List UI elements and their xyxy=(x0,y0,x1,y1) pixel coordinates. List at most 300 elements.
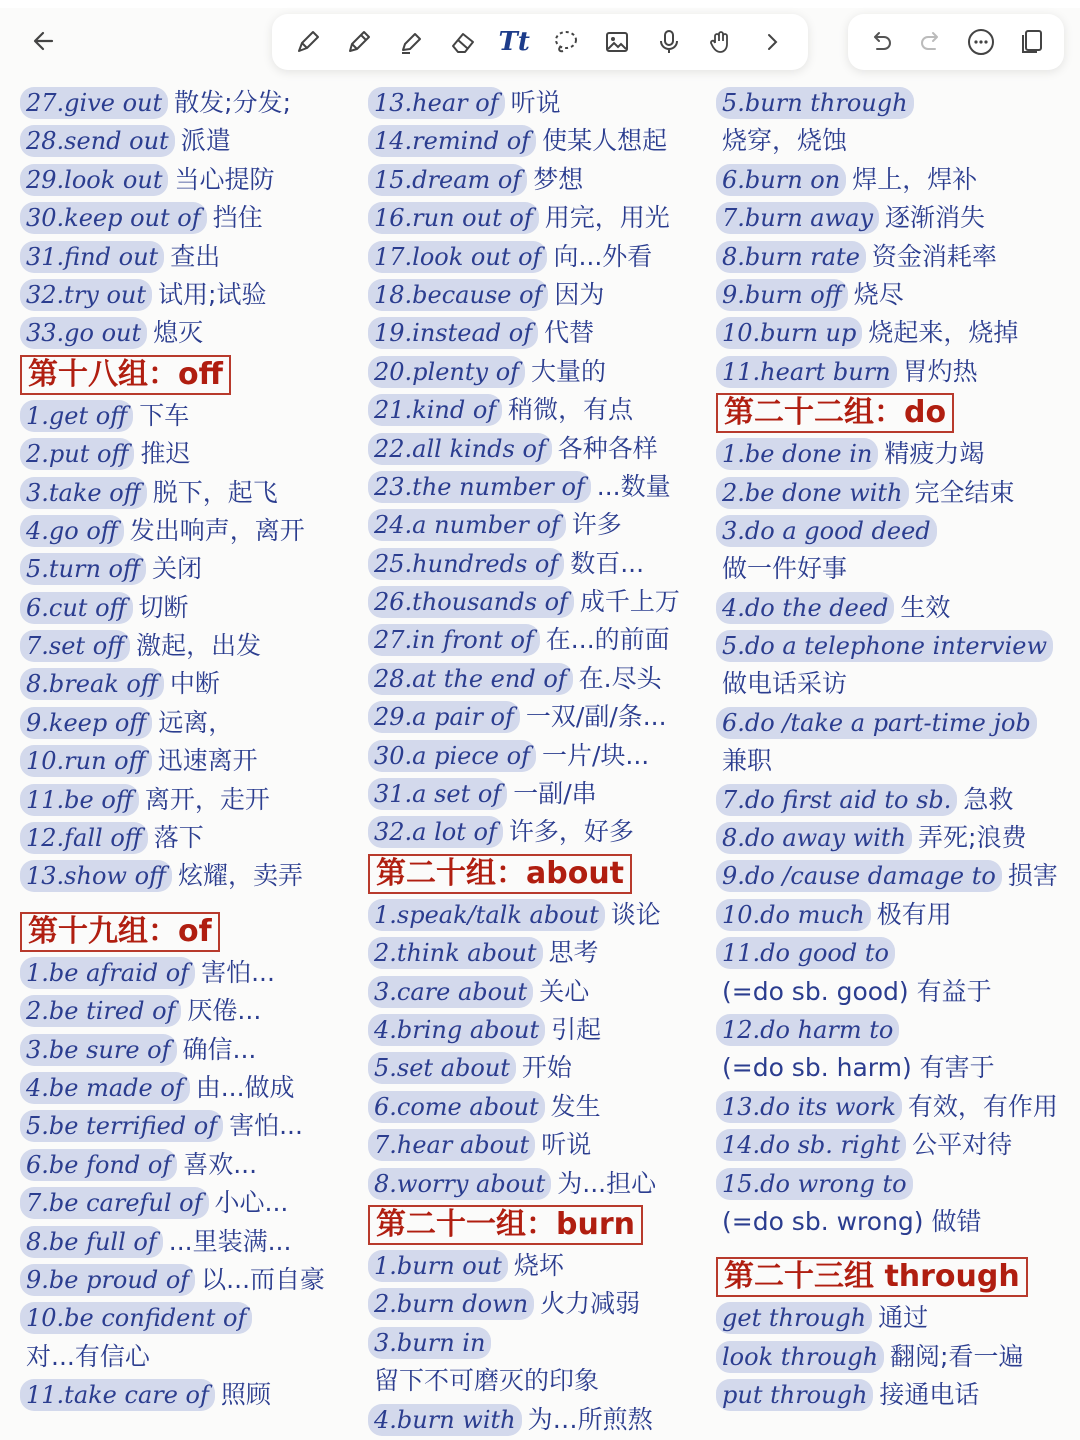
phrase-row xyxy=(368,545,718,583)
phrase-row xyxy=(716,589,1080,627)
phrase-chinese: 各种各样 xyxy=(557,433,658,463)
phrase-row xyxy=(20,1261,365,1299)
phrase-row xyxy=(20,435,365,473)
phrase-english: 31.a set of xyxy=(368,778,507,810)
phrase-chinese: 代替 xyxy=(544,318,595,348)
phrase-chinese: 火力减弱 xyxy=(540,1289,641,1319)
phrase-english: 30.a piece of xyxy=(368,740,536,772)
phrase-row xyxy=(368,1324,718,1362)
continuation-text: 留下不可磨灭的印象 xyxy=(374,1366,600,1396)
phrase-english: 26.thousands of xyxy=(368,586,574,618)
phrase-chinese: 完全结束 xyxy=(914,477,1015,507)
eraser-icon[interactable] xyxy=(445,24,481,60)
phrase-english: 1.speak/talk about xyxy=(368,899,605,931)
phrase-row xyxy=(368,199,718,237)
phrase-english: 6.cut off xyxy=(20,592,133,624)
phrase-row xyxy=(716,1165,1080,1203)
phrase-english: 5.do a telephone interview xyxy=(716,630,1053,662)
phrase-english: 7.do first aid to sb. xyxy=(716,784,957,816)
pages-icon[interactable] xyxy=(1013,24,1049,60)
phrase-row xyxy=(20,954,365,992)
phrase-row xyxy=(368,430,718,468)
phrase-row xyxy=(368,813,718,851)
section-header: 第十九组：of xyxy=(20,912,220,952)
phrase-row xyxy=(368,1247,718,1285)
continuation-text: 兼职 xyxy=(722,746,773,776)
phrase-row xyxy=(716,276,1080,314)
phrase-chinese: 用完，用光 xyxy=(544,203,670,233)
phrase-row xyxy=(20,781,365,819)
phrase-row xyxy=(716,238,1080,276)
highlighter-icon[interactable] xyxy=(393,24,429,60)
phrase-english: 25.hundreds of xyxy=(368,548,564,580)
notes-column-3 xyxy=(716,84,1080,1415)
phrase-chinese: 成千上万 xyxy=(579,587,680,617)
section-header: 第二十二组：do xyxy=(716,393,954,433)
phrase-row xyxy=(20,512,365,550)
text-icon[interactable]: Tt xyxy=(498,27,530,57)
phrase-english: 7.be careful of xyxy=(20,1187,209,1219)
phrase-row xyxy=(368,1126,718,1164)
phrase-english: 3.take off xyxy=(20,477,147,509)
phrase-row xyxy=(716,742,1080,780)
phrase-row xyxy=(716,1049,1080,1087)
phrase-english: 1.be done in xyxy=(716,438,878,470)
phrase-chinese: 一双/副/条... xyxy=(525,702,667,732)
phrase-row xyxy=(716,704,1080,742)
phrase-chinese: 喜欢... xyxy=(183,1149,258,1179)
phrase-english: 9.do /cause damage to xyxy=(716,860,1002,892)
phrase-row xyxy=(20,314,365,352)
phrase-row xyxy=(20,1338,365,1376)
phrase-chinese: 向...外看 xyxy=(553,241,653,271)
lasso-icon[interactable] xyxy=(548,24,584,60)
phrase-row xyxy=(716,1203,1080,1241)
phrase-english: 6.do /take a part-time job xyxy=(716,707,1037,739)
phrase-row xyxy=(716,512,1080,550)
phrase-row xyxy=(716,819,1080,857)
drawing-toolbar xyxy=(272,14,808,70)
back-arrow-icon xyxy=(30,27,58,59)
phrase-english: 28.at the end of xyxy=(368,663,573,695)
phrase-row xyxy=(368,583,718,621)
section-header: 第二十三组 through xyxy=(716,1257,1028,1297)
phrase-english: 2.be done with xyxy=(716,477,909,509)
phrase-row xyxy=(20,474,365,512)
phrase-english: 9.keep off xyxy=(20,707,152,739)
phrase-english: 13.hear of xyxy=(368,87,505,119)
section-header-row xyxy=(368,852,718,896)
phrase-row xyxy=(716,665,1080,703)
phrase-english: 4.be made of xyxy=(20,1072,190,1104)
phrase-english: 23.the number of xyxy=(368,471,591,503)
phrase-chinese: 焊上，焊补 xyxy=(852,164,978,194)
phrase-english: 27.give out xyxy=(20,87,168,119)
phrase-english: put through xyxy=(716,1379,873,1411)
phrase-row xyxy=(716,161,1080,199)
phrase-english: 5.turn off xyxy=(20,553,146,585)
phrase-english: 12.do harm to xyxy=(716,1014,899,1046)
phrase-chinese: 开始 xyxy=(521,1053,572,1083)
phrase-row xyxy=(716,1126,1080,1164)
phrase-english: 12.fall off xyxy=(20,822,148,854)
pencil-icon[interactable] xyxy=(341,24,377,60)
phrase-row xyxy=(368,1401,718,1439)
top-status-strip xyxy=(0,0,1080,8)
phrase-english: 1.be afraid of xyxy=(20,957,195,989)
phrase-english: look through xyxy=(716,1341,884,1373)
phrase-english: 18.because of xyxy=(368,279,548,311)
phrase-row xyxy=(368,1285,718,1323)
continuation-text: (=do sb. good) 有益于 xyxy=(722,976,992,1006)
phrase-chinese: 中断 xyxy=(169,669,220,699)
phrase-row xyxy=(368,391,718,429)
phrase-chinese: 在.尽头 xyxy=(578,663,662,693)
phrase-english: 11.heart burn xyxy=(716,356,897,388)
phrase-row xyxy=(368,353,718,391)
phrase-chinese: 通过 xyxy=(878,1303,929,1333)
phrase-chinese: 为...担心 xyxy=(557,1168,657,1198)
phrase-row xyxy=(368,973,718,1011)
phrase-chinese: 脱下，起飞 xyxy=(152,477,278,507)
phrase-english: 7.set off xyxy=(20,630,130,662)
phrase-english: 15.do wrong to xyxy=(716,1168,913,1200)
phrase-chinese: 引起 xyxy=(551,1014,602,1044)
phrase-english: 9.burn off xyxy=(716,279,848,311)
phrase-row xyxy=(368,1049,718,1087)
continuation-text: 做电话采访 xyxy=(722,669,848,699)
phrase-english: 10.do much xyxy=(716,899,871,931)
redo-icon[interactable] xyxy=(913,24,949,60)
phrase-chinese: 远离， xyxy=(158,707,234,737)
phrase-english: 16.run out of xyxy=(368,202,539,234)
phrase-english: 19.instead of xyxy=(368,317,538,349)
phrase-english: 8.break off xyxy=(20,668,164,700)
phrase-english: 2.think about xyxy=(368,937,543,969)
phrase-chinese: 试用;试验 xyxy=(158,279,267,309)
phrase-chinese: 一副/串 xyxy=(513,779,597,809)
phrase-english: 3.care about xyxy=(368,976,533,1008)
phrase-english: 9.be proud of xyxy=(20,1264,195,1296)
phrase-row xyxy=(716,857,1080,895)
phrase-chinese: 迅速离开 xyxy=(157,746,258,776)
phrase-english: 32.a lot of xyxy=(368,816,503,848)
phrase-english: get through xyxy=(716,1302,872,1334)
phrase-chinese: 落下 xyxy=(153,823,204,853)
phrase-chinese: 炫耀，卖弄 xyxy=(178,861,304,891)
phrase-row xyxy=(716,1299,1080,1337)
phrase-chinese: 数百... xyxy=(570,548,645,578)
section-header-row xyxy=(716,1255,1080,1299)
phrase-chinese: 熄灭 xyxy=(153,318,204,348)
phrase-chinese: 逐渐消失 xyxy=(885,203,986,233)
phrase-chinese: 下车 xyxy=(139,400,190,430)
phrase-row xyxy=(368,934,718,972)
phrase-chinese: 以...而自豪 xyxy=(201,1264,326,1294)
phrase-row xyxy=(716,627,1080,665)
section-header-row xyxy=(20,910,365,954)
phrase-english: 15.dream of xyxy=(368,164,527,196)
phrase-row xyxy=(20,1146,365,1184)
phrase-chinese: ...数量 xyxy=(596,471,671,501)
phrase-english: 4.do the deed xyxy=(716,592,894,624)
phrase-english: 7.burn away xyxy=(716,202,879,234)
phrase-english: 6.burn on xyxy=(716,164,846,196)
hand-icon[interactable] xyxy=(703,24,739,60)
phrase-english: 8.be full of xyxy=(20,1226,163,1258)
phrase-row xyxy=(20,704,365,742)
phrase-row xyxy=(20,550,365,588)
phrase-row xyxy=(716,1088,1080,1126)
phrase-row xyxy=(716,199,1080,237)
phrase-chinese: 小心... xyxy=(214,1188,289,1218)
phrase-english: 11.take care of xyxy=(20,1379,215,1411)
phrase-row xyxy=(716,1011,1080,1049)
phrase-row xyxy=(368,896,718,934)
phrase-english: 11.be off xyxy=(20,784,139,816)
phrase-chinese: 大量的 xyxy=(531,356,607,386)
phrase-row xyxy=(20,1223,365,1261)
phrase-chinese: 确信... xyxy=(182,1034,257,1064)
phrase-row xyxy=(20,84,365,122)
phrase-row xyxy=(20,397,365,435)
phrase-chinese: 推迟 xyxy=(140,439,191,469)
image-icon[interactable] xyxy=(599,24,635,60)
phrase-row xyxy=(716,973,1080,1011)
notes-column-2 xyxy=(368,84,718,1439)
phrase-english: 13.do its work xyxy=(716,1091,902,1123)
phrase-chinese: 派遣 xyxy=(180,126,231,156)
phrase-english: 14.remind of xyxy=(368,125,536,157)
phrase-row xyxy=(368,698,718,736)
phrase-chinese: 弄死;浪费 xyxy=(918,823,1027,853)
phrase-english: 2.be tired of xyxy=(20,995,181,1027)
phrase-english: 30.keep out of xyxy=(20,202,207,234)
microphone-icon[interactable] xyxy=(651,24,687,60)
phrase-english: 8.burn rate xyxy=(716,241,866,273)
phrase-english: 8.worry about xyxy=(368,1168,551,1200)
phrase-english: 11.do good to xyxy=(716,937,895,969)
phrase-row xyxy=(368,276,718,314)
phrase-row xyxy=(716,934,1080,972)
pen-icon[interactable] xyxy=(290,24,326,60)
phrase-chinese: 离开，走开 xyxy=(144,784,270,814)
phrase-row xyxy=(716,353,1080,391)
phrase-chinese: 许多，好多 xyxy=(508,817,634,847)
phrase-row xyxy=(368,1011,718,1049)
phrase-english: 7.hear about xyxy=(368,1129,535,1161)
phrase-row xyxy=(20,199,365,237)
phrase-row xyxy=(20,1299,365,1337)
phrase-row xyxy=(368,84,718,122)
phrase-row xyxy=(20,992,365,1030)
phrase-english: 24.a number of xyxy=(368,509,566,541)
phrase-chinese: 为…所煎熬 xyxy=(527,1404,653,1434)
phrase-chinese: 发出响声，离开 xyxy=(129,515,305,545)
phrase-english: 8.do away with xyxy=(716,822,912,854)
phrase-english: 20.plenty of xyxy=(368,356,525,388)
phrase-chinese: 思考 xyxy=(548,938,599,968)
phrase-english: 14.do sb. right xyxy=(716,1129,906,1161)
phrase-row xyxy=(20,276,365,314)
undo-icon[interactable] xyxy=(863,24,899,60)
phrase-row xyxy=(20,857,365,895)
phrase-row xyxy=(20,1376,365,1414)
phrase-chinese: 烧坏 xyxy=(513,1250,564,1280)
phrase-row xyxy=(368,1362,718,1400)
phrase-english: 29.look out xyxy=(20,164,168,196)
phrase-row xyxy=(368,314,718,352)
phrase-english: 4.burn with xyxy=(368,1404,522,1436)
phrase-chinese: 极有用 xyxy=(876,899,952,929)
spacer xyxy=(20,896,365,910)
phrase-english: 3.burn in xyxy=(368,1327,491,1359)
section-header: 第二十组：about xyxy=(368,854,632,894)
phrase-row xyxy=(716,550,1080,588)
phrase-chinese: 因为 xyxy=(554,279,605,309)
notes-column-1 xyxy=(20,84,365,1415)
phrase-row xyxy=(716,84,1080,122)
phrase-row xyxy=(716,1338,1080,1376)
phrase-english: 10.run off xyxy=(20,745,152,777)
phrase-english: 4.go off xyxy=(20,515,124,547)
phrase-row xyxy=(20,742,365,780)
phrase-chinese: 谈论 xyxy=(610,899,661,929)
phrase-chinese: 听说 xyxy=(510,88,561,117)
phrase-chinese: 害怕... xyxy=(229,1111,303,1141)
phrase-row xyxy=(716,896,1080,934)
phrase-chinese: 翻阅;看一遍 xyxy=(890,1341,1024,1371)
phrase-row xyxy=(368,737,718,775)
phrase-english: 3.be sure of xyxy=(20,1034,177,1066)
phrase-chinese: 损害 xyxy=(1007,861,1058,891)
phrase-row xyxy=(20,819,365,857)
phrase-chinese: 接通电话 xyxy=(879,1380,980,1410)
phrase-chinese: 在...的前面 xyxy=(545,625,670,655)
phrase-chinese: 有效，有作用 xyxy=(907,1091,1058,1121)
phrase-chinese: 使某人想起 xyxy=(542,126,668,156)
phrase-row xyxy=(368,775,718,813)
phrase-english: 27.in front of xyxy=(368,624,540,656)
phrase-english: 4.bring about xyxy=(368,1014,545,1046)
phrase-english: 33.go out xyxy=(20,317,147,349)
phrase-english: 1.get off xyxy=(20,400,133,432)
phrase-chinese: 烧尽 xyxy=(853,279,904,309)
phrase-english: 22.all kinds of xyxy=(368,433,552,465)
phrase-chinese: 生效 xyxy=(900,592,951,622)
phrase-row xyxy=(20,1069,365,1107)
section-header-row xyxy=(20,353,365,397)
phrase-chinese: 查出 xyxy=(170,241,221,271)
phrase-row xyxy=(20,627,365,665)
phrase-row xyxy=(20,1031,365,1069)
phrase-chinese: 挡住 xyxy=(212,203,263,233)
phrase-row xyxy=(716,122,1080,160)
phrase-english: 29.a pair of xyxy=(368,701,520,733)
phrase-english: 17.look out of xyxy=(368,241,547,273)
phrase-row xyxy=(20,589,365,627)
continuation-text: (=do sb. harm) 有害于 xyxy=(722,1053,995,1083)
phrase-row xyxy=(368,238,718,276)
back-button[interactable] xyxy=(18,18,70,68)
phrase-chinese: 精疲力竭 xyxy=(884,439,985,469)
phrase-english: 6.be fond of xyxy=(20,1149,177,1181)
continuation-text: (=do sb. wrong) 做错 xyxy=(722,1206,982,1236)
phrase-row xyxy=(20,1184,365,1222)
continuation-text: 烧穿，烧蚀 xyxy=(722,126,848,156)
phrase-chinese: 厌倦... xyxy=(187,996,262,1026)
phrase-english: 2.put off xyxy=(20,438,134,470)
phrase-row xyxy=(368,621,718,659)
phrase-chinese: 关闭 xyxy=(152,554,203,584)
phrase-chinese: 激起，出发 xyxy=(136,631,262,661)
section-header: 第十八组：off xyxy=(20,355,231,395)
phrase-english: 1.burn out xyxy=(368,1250,508,1282)
phrase-english: 31.find out xyxy=(20,241,164,273)
phrase-chinese: 一片/块... xyxy=(541,740,650,770)
phrase-row xyxy=(20,1107,365,1145)
phrase-chinese: 稍微，有点 xyxy=(508,395,634,425)
phrase-row xyxy=(368,161,718,199)
phrase-english: 32.try out xyxy=(20,279,152,311)
phrase-chinese: 资金消耗率 xyxy=(871,241,997,271)
phrase-row xyxy=(368,1165,718,1203)
phrase-chinese: 许多 xyxy=(571,510,622,540)
phrase-row xyxy=(716,314,1080,352)
phrase-english: 3.do a good deed xyxy=(716,515,937,547)
phrase-chinese: 烧起来，烧掉 xyxy=(868,318,1019,348)
phrase-chinese: 害怕... xyxy=(201,957,275,987)
phrase-chinese: 当心提防 xyxy=(174,164,275,194)
phrase-english: 13.show off xyxy=(20,860,172,892)
phrase-english: 28.send out xyxy=(20,125,175,157)
phrase-chinese: 照顾 xyxy=(220,1380,271,1410)
continuation-text: 对...有信心 xyxy=(26,1341,150,1371)
phrase-chinese: 由...做成 xyxy=(195,1072,295,1102)
phrase-row xyxy=(368,122,718,160)
phrase-row xyxy=(20,238,365,276)
chevron-right-icon[interactable] xyxy=(754,24,790,60)
phrase-row xyxy=(368,1088,718,1126)
spacer xyxy=(716,1241,1080,1255)
phrase-chinese: 发生 xyxy=(550,1091,601,1121)
phrase-row xyxy=(368,468,718,506)
phrase-row xyxy=(716,1376,1080,1414)
section-header-row xyxy=(716,391,1080,435)
phrase-row xyxy=(716,474,1080,512)
phrase-chinese: 急救 xyxy=(963,784,1014,814)
section-header: 第二十一组：burn xyxy=(368,1205,643,1245)
phrase-chinese: 胃灼热 xyxy=(902,356,978,386)
phrase-row xyxy=(20,122,365,160)
phrase-chinese: 听说 xyxy=(541,1130,592,1160)
section-header-row xyxy=(368,1203,718,1247)
phrase-chinese: ...里装满... xyxy=(168,1226,292,1256)
phrase-chinese: 梦想 xyxy=(533,164,584,194)
phrase-chinese: 散发;分发; xyxy=(174,88,292,117)
phrase-row xyxy=(716,435,1080,473)
phrase-english: 5.set about xyxy=(368,1052,516,1084)
phrase-english: 21.kind of xyxy=(368,394,502,426)
phrase-row xyxy=(20,665,365,703)
phrase-english: 2.burn down xyxy=(368,1288,534,1320)
phrase-row xyxy=(368,660,718,698)
phrase-row xyxy=(716,781,1080,819)
more-icon[interactable] xyxy=(963,24,999,60)
phrase-chinese: 关心 xyxy=(539,976,590,1006)
phrase-english: 5.be terrified of xyxy=(20,1110,223,1142)
phrase-row xyxy=(368,506,718,544)
